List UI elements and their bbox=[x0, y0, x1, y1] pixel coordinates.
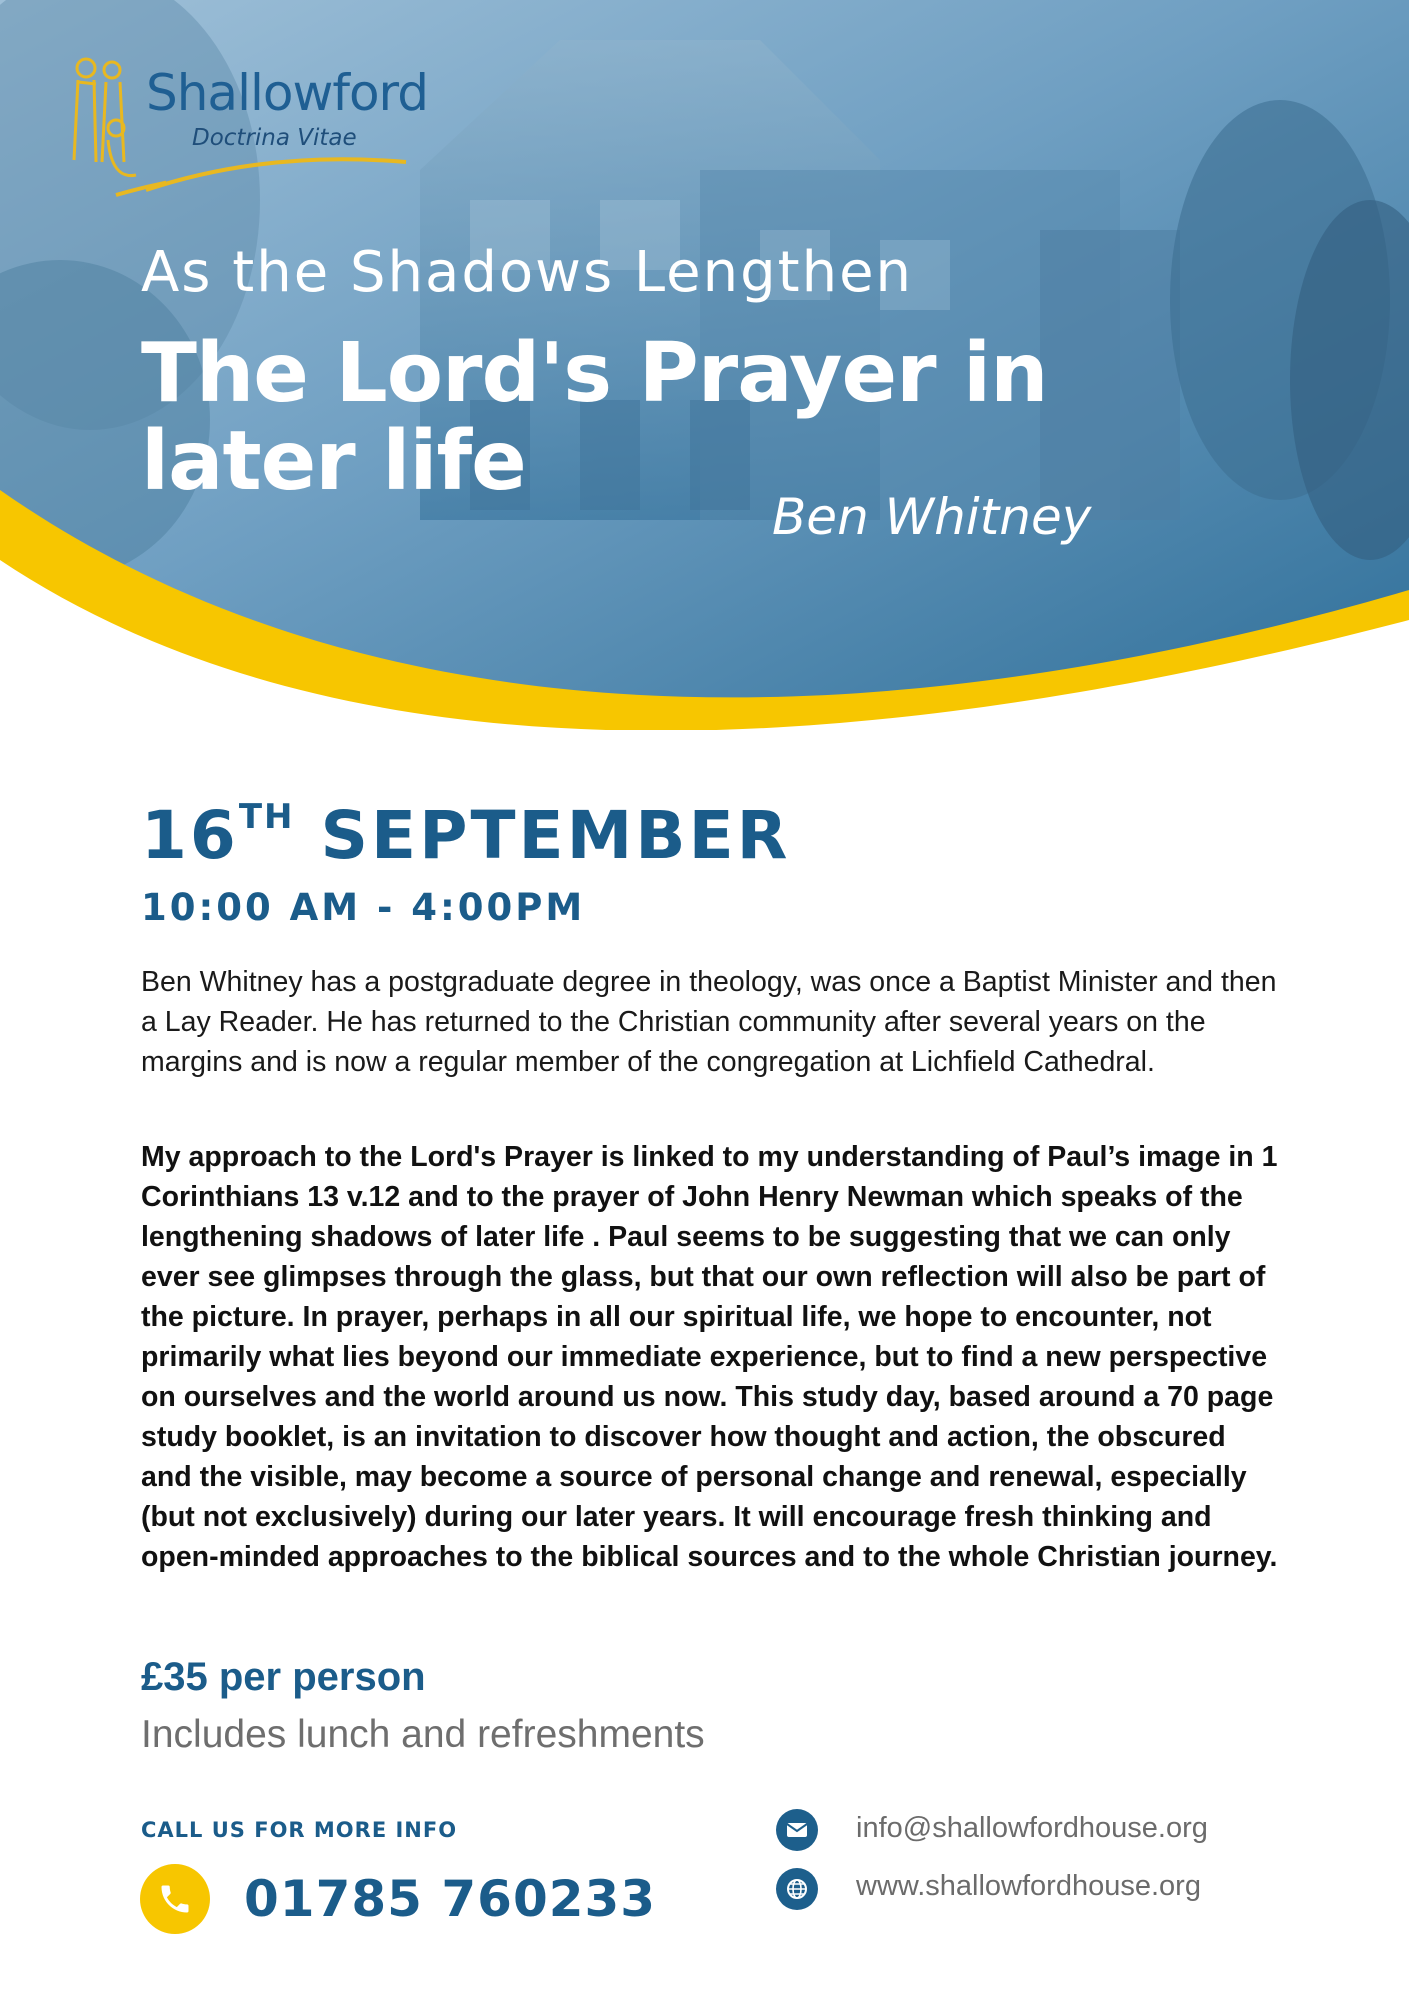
event-date bbox=[141, 797, 791, 874]
event-description: My approach to the Lord's Prayer is linked to my understanding of Paul’s image in 1 Corinthians 13 v.12 and to the prayer of John Henry Newman which speaks of the lengthening shadows of later life . Paul seems to be suggesting that we can only ever see glimpses through the glass, but that our own reflection will also be part of the picture. In prayer, perhaps in all our spiritual life, we hope to encounter, not primarily what lies beyond our immediate experience, but to find a new perspective on ourselves and the world around us now. This study day, based around a 70 page study booklet, is an invitation to discover how thought and action, the obscured and the visible, may become a source of personal change and renewal, especially (but not exclusively) during our later years. It will encourage fresh thinking and open-minded approaches to the biblical sources and to the whole Christian journey. bbox=[141, 1141, 1278, 1573]
call-label: CALL US FOR MORE INFO bbox=[141, 1818, 458, 1842]
date-suffix: TH bbox=[238, 797, 295, 837]
shallowford-logo bbox=[66, 50, 426, 200]
event-title: The Lord's Prayer in later life bbox=[141, 326, 1048, 509]
speaker-name: Ben Whitney bbox=[772, 488, 1092, 546]
email-link[interactable]: info@shallowfordhouse.org bbox=[856, 1812, 1208, 1844]
logo-name: Shallowford bbox=[146, 64, 428, 122]
globe-icon bbox=[776, 1868, 818, 1910]
phone-icon bbox=[140, 1864, 210, 1934]
hero-banner bbox=[0, 0, 1409, 730]
logo-motto: Doctrina Vitae bbox=[192, 125, 357, 151]
event-time: 10:00 AM - 4:00PM bbox=[141, 886, 586, 929]
date-day: 16 bbox=[141, 797, 239, 874]
price: £35 per person bbox=[141, 1655, 426, 1699]
price-includes: Includes lunch and refreshments bbox=[141, 1713, 705, 1756]
email-icon bbox=[776, 1809, 818, 1851]
date-month: SEPTEMBER bbox=[320, 797, 791, 874]
speaker-bio: Ben Whitney has a postgraduate degree in theology, was once a Baptist Minister and then a Lay Reader. He has returned to the Christian community after several years on the margins and is now a regular member of the congregation at Lichfield Cathedral. bbox=[141, 966, 1277, 1078]
series-title: As the Shadows Lengthen bbox=[141, 240, 914, 305]
website-link[interactable]: www.shallowfordhouse.org bbox=[856, 1870, 1201, 1902]
phone-number-link[interactable]: 01785 760233 bbox=[244, 1870, 657, 1928]
